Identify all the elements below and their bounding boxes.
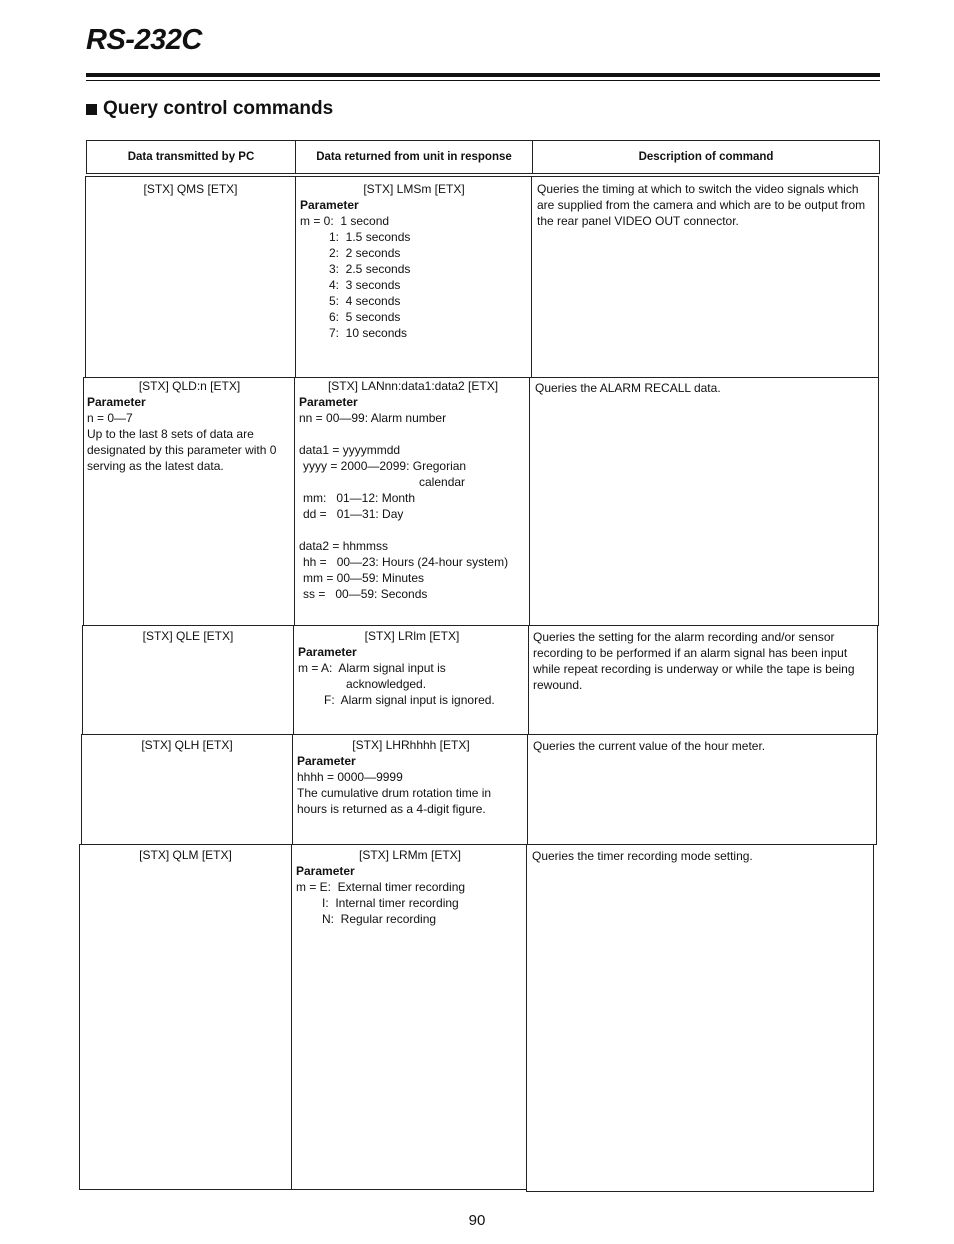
response-command: [STX] LRlm [ETX] [364,629,460,643]
command-description: Queries the current value of the hour meter. [533,739,766,753]
row2-desc-cell [529,377,879,626]
response-line: nn = 00—99: Alarm number [299,411,447,425]
header-rule-thin [86,80,880,81]
response-line: hhhh = 0000—9999 [297,770,403,784]
command-description: Queries the ALARM RECALL data. [535,381,721,395]
response-line: 6: 5 seconds [329,310,401,324]
response-line: mm = 00—59: Minutes [303,571,425,585]
parameter-label: Parameter [299,395,358,409]
section-title-text: Query control commands [103,98,334,119]
response-line: data1 = yyyymmdd [299,443,401,457]
response-line: m = A: Alarm signal input is [298,661,446,675]
response-line: 2: 2 seconds [329,246,401,260]
response-line: 4: 3 seconds [329,278,401,292]
page-header-title: RS-232C [86,24,202,56]
pc-parameter: n = 0—7 [87,411,133,425]
header-pc: Data transmitted by PC [127,151,255,163]
response-line: dd = 01—31: Day [303,507,404,521]
response-line: I: Internal timer recording [322,896,459,910]
row5-desc-cell [526,844,874,1192]
response-line: The cumulative drum rotation time in [297,786,492,800]
response-line: hh = 00—23: Hours (24-hour system) [303,555,509,569]
page-number: 90 [468,1212,486,1229]
response-command: [STX] LANnn:data1:data2 [ETX] [327,379,499,393]
square-bullet-icon [86,104,97,115]
response-line: data2 = hhmmss [299,539,389,553]
header-rule-thick [86,73,880,77]
response-line: N: Regular recording [322,912,437,926]
command-description: Queries the timer recording mode setting. [532,849,753,863]
response-line: 3: 2.5 seconds [329,262,411,276]
response-line: hours is returned as a 4-digit figure. [297,802,486,816]
response-line: 7: 10 seconds [329,326,408,340]
row1-pc-cell [85,176,296,378]
pc-command: [STX] QLD:n [ETX] [138,379,241,393]
response-line: mm: 01—12: Month [303,491,416,505]
response-command: [STX] LMSm [ETX] [363,182,465,196]
response-line: ss = 00—59: Seconds [303,587,428,601]
pc-command: [STX] QMS [ETX] [143,182,238,196]
pc-parameter-label: Parameter [87,395,146,409]
pc-command: [STX] QLE [ETX] [142,629,234,643]
pc-command: [STX] QLH [ETX] [141,738,233,752]
pc-command: [STX] QLM [ETX] [139,848,232,862]
command-description: Queries the setting for the alarm recording and/or sensor recording to be performed if an alarm signal has been input while repeat recording is underway or while the tape is being rewound. [533,630,855,692]
response-line: calendar [419,475,466,489]
pc-note: Up to the last 8 sets of data are designated by this parameter with 0 serving as the latest data. [87,427,277,473]
response-line: 1: 1.5 seconds [329,230,411,244]
row5-pc-cell [79,844,292,1190]
header-description: Description of command [638,151,774,163]
response-line: m = E: External timer recording [296,880,466,894]
parameter-label: Parameter [296,864,355,878]
response-command: [STX] LHRhhhh [ETX] [352,738,470,752]
response-command: [STX] LRMm [ETX] [358,848,461,862]
header-response: Data returned from unit in response [316,151,512,163]
command-description: Queries the timing at which to switch the video signals which are supplied from the camera and which are to be output from the rear panel VIDEO OUT connector. [537,182,866,228]
response-line: yyyy = 2000—2099: Gregorian [303,459,467,473]
response-line: acknowledged. [346,677,427,691]
parameter-label: Parameter [300,198,359,212]
response-line: 5: 4 seconds [329,294,401,308]
parameter-label: Parameter [297,754,356,768]
response-line: F: Alarm signal input is ignored. [324,693,495,707]
response-line: m = 0: 1 second [300,214,390,228]
section-title [86,98,333,120]
parameter-label: Parameter [298,645,357,659]
